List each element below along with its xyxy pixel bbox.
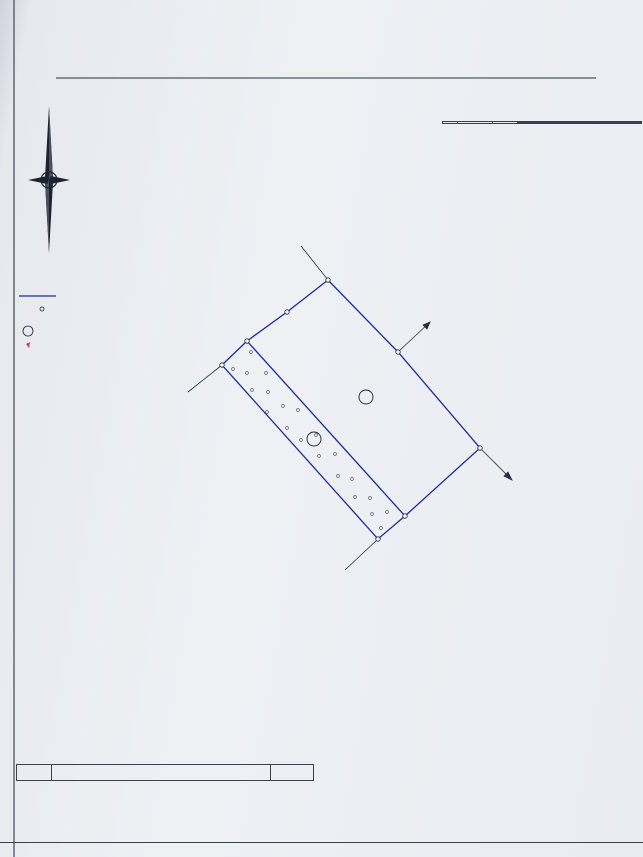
land-use-table [16,764,314,781]
footer-bar [0,842,643,857]
parcel-boundary [222,280,480,539]
direction-lines [188,246,512,570]
col-land-name [52,765,271,781]
orchard-dots [232,351,389,530]
col-area [271,765,314,781]
col-code [17,765,52,781]
turning-points [220,278,482,541]
